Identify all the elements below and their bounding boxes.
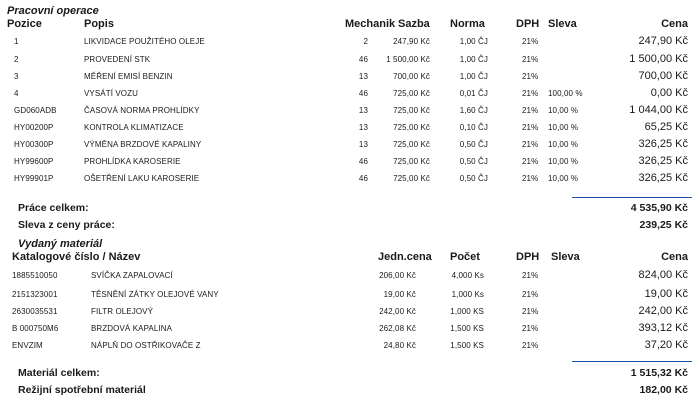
- mat-header-dph: DPH: [516, 251, 540, 263]
- ops-cell-popis: LIKVIDACE POUŽITÉHO OLEJE: [84, 37, 205, 46]
- ops-cell-pozice: HY99901P: [14, 174, 54, 183]
- ops-cell-sazba: 725,00 Kč: [393, 123, 430, 132]
- ops-cell-cena: 326,25 Kč: [638, 138, 688, 150]
- ops-cell-sazba: 725,00 Kč: [393, 174, 430, 183]
- ops-discount-value: 239,25 Kč: [639, 219, 688, 231]
- mat-cell-cena: 824,00 Kč: [638, 269, 688, 281]
- ops-cell-sazba: 1 500,00 Kč: [386, 55, 430, 64]
- ops-cell-pozice: 3: [14, 72, 19, 81]
- mat-header-pocet: Počet: [450, 251, 480, 263]
- ops-cell-mechanik: 13: [358, 140, 368, 149]
- mat-cell-cislo: B 000750M6: [12, 324, 59, 333]
- ops-cell-dph: 21%: [522, 123, 539, 132]
- mat-header-cena: Cena: [661, 251, 688, 263]
- ops-cell-pozice: 1: [14, 37, 19, 46]
- ops-cell-mechanik: 13: [358, 106, 368, 115]
- ops-cell-mechanik: 13: [358, 72, 368, 81]
- ops-cell-sleva: 100,00 %: [548, 89, 583, 98]
- ops-cell-popis: VYSÁTÍ VOZU: [84, 89, 138, 98]
- mat-cell-pocet: 1,000 Ks: [451, 290, 484, 299]
- ops-header-sazba: Sazba: [398, 18, 430, 30]
- mat-cell-nazev: BRZDOVÁ KAPALINA: [91, 324, 173, 333]
- ops-cell-dph: 21%: [522, 106, 539, 115]
- mat-section-title: Vydaný materiál: [18, 238, 103, 250]
- ops-cell-cena: 326,25 Kč: [638, 172, 688, 184]
- ops-cell-sazba: 725,00 Kč: [393, 140, 430, 149]
- mat-cell-pocet: 1,000 KS: [450, 307, 484, 316]
- mat-cell-cislo: 1885510050: [12, 271, 58, 280]
- ops-cell-norma: 0,50 ČJ: [459, 140, 488, 149]
- ops-cell-pozice: 2: [14, 55, 19, 64]
- ops-cell-sleva: 10,00 %: [548, 106, 579, 115]
- ops-cell-cena: 65,25 Kč: [644, 121, 688, 133]
- ops-cell-sleva: 10,00 %: [548, 140, 579, 149]
- ops-cell-sazba: 725,00 Kč: [393, 157, 430, 166]
- ops-cell-sazba: 247,90 Kč: [393, 37, 430, 46]
- mat-total-value: 1 515,32 Kč: [630, 367, 688, 379]
- ops-total-label: Práce celkem:: [18, 202, 89, 214]
- ops-cell-dph: 21%: [522, 72, 539, 81]
- ops-header-pozice: Pozice: [7, 18, 42, 30]
- mat-cell-jedn-cena: 24,80 Kč: [383, 341, 416, 350]
- mat-cell-dph: 21%: [522, 290, 539, 299]
- ops-cell-cena: 1 044,00 Kč: [629, 104, 688, 116]
- ops-cell-sazba: 725,00 Kč: [393, 89, 430, 98]
- ops-cell-cena: 326,25 Kč: [638, 155, 688, 167]
- ops-cell-sleva: 10,00 %: [548, 174, 579, 183]
- mat-cell-cislo: 2151323001: [12, 290, 58, 299]
- mat-cell-dph: 21%: [522, 324, 539, 333]
- ops-cell-cena: 0,00 Kč: [650, 87, 688, 99]
- ops-cell-popis: PROVEDENÍ STK: [84, 55, 151, 64]
- ops-cell-dph: 21%: [522, 37, 539, 46]
- ops-header-mechanik: Mechanik: [345, 18, 396, 30]
- mat-cell-nazev: SVÍČKA ZAPALOVACÍ: [91, 271, 173, 280]
- mat-consumable-value: 182,00 Kč: [639, 384, 688, 396]
- ops-discount-label: Sleva z ceny práce:: [18, 219, 115, 231]
- ops-cell-sazba: 725,00 Kč: [393, 106, 430, 115]
- ops-cell-popis: VÝMĚNA BRZDOVÉ KAPALINY: [84, 140, 202, 149]
- ops-cell-sleva: 10,00 %: [548, 123, 579, 132]
- ops-cell-dph: 21%: [522, 157, 539, 166]
- ops-section-title: Pracovní operace: [7, 5, 99, 17]
- ops-cell-sazba: 700,00 Kč: [393, 72, 430, 81]
- ops-cell-pozice: HY00300P: [14, 140, 54, 149]
- ops-cell-cena: 700,00 Kč: [638, 70, 688, 82]
- mat-cell-dph: 21%: [522, 307, 539, 316]
- ops-total-value: 4 535,90 Kč: [630, 202, 688, 214]
- ops-cell-dph: 21%: [522, 89, 539, 98]
- mat-total-divider: [572, 361, 692, 362]
- mat-cell-jedn-cena: 19,00 Kč: [383, 290, 416, 299]
- mat-cell-nazev: TĚSNĚNÍ ZÁTKY OLEJOVÉ VANY: [91, 290, 219, 299]
- ops-cell-norma: 0,50 ČJ: [459, 157, 488, 166]
- mat-cell-jedn-cena: 242,00 Kč: [379, 307, 416, 316]
- mat-cell-cena: 37,20 Kč: [644, 339, 688, 351]
- ops-cell-mechanik: 46: [358, 55, 368, 64]
- ops-cell-norma: 0,01 ČJ: [459, 89, 488, 98]
- ops-cell-cena: 1 500,00 Kč: [629, 53, 688, 65]
- ops-header-popis: Popis: [84, 18, 114, 30]
- mat-header-katalog: Katalogové číslo / Název: [12, 251, 141, 263]
- mat-header-sleva: Sleva: [551, 251, 580, 263]
- ops-cell-norma: 0,10 ČJ: [459, 123, 488, 132]
- ops-header-norma: Norma: [450, 18, 485, 30]
- mat-header-jedn-cena: Jedn.cena: [378, 251, 432, 263]
- ops-cell-norma: 1,00 ČJ: [459, 55, 488, 64]
- mat-cell-nazev: NÁPLŇ DO OSTŘIKOVAČE Z: [91, 341, 201, 350]
- ops-cell-mechanik: 46: [358, 89, 368, 98]
- mat-cell-cislo: ENVZIM: [12, 341, 43, 350]
- ops-cell-cena: 247,90 Kč: [638, 35, 688, 47]
- ops-cell-pozice: HY99600P: [14, 157, 54, 166]
- ops-cell-mechanik: 46: [358, 174, 368, 183]
- ops-cell-popis: ČASOVÁ NORMA PROHLÍDKY: [84, 106, 200, 115]
- mat-total-label: Materiál celkem:: [18, 367, 100, 379]
- ops-cell-dph: 21%: [522, 140, 539, 149]
- ops-cell-sleva: 10,00 %: [548, 157, 579, 166]
- ops-cell-pozice: 4: [14, 89, 19, 98]
- ops-cell-norma: 1,00 ČJ: [459, 72, 488, 81]
- mat-cell-dph: 21%: [522, 341, 539, 350]
- ops-cell-popis: PROHLÍDKA KAROSERIE: [84, 157, 181, 166]
- mat-cell-nazev: FILTR OLEJOVÝ: [91, 307, 154, 316]
- ops-cell-norma: 1,60 ČJ: [459, 106, 488, 115]
- ops-cell-popis: MĚŘENÍ EMISÍ BENZIN: [84, 72, 173, 81]
- ops-header-dph: DPH: [516, 18, 540, 30]
- ops-header-sleva: Sleva: [548, 18, 577, 30]
- ops-cell-pozice: GD060ADB: [14, 106, 57, 115]
- mat-cell-pocet: 4,000 Ks: [451, 271, 484, 280]
- mat-cell-jedn-cena: 262,08 Kč: [379, 324, 416, 333]
- ops-cell-dph: 21%: [522, 55, 539, 64]
- mat-cell-cislo: 2630035531: [12, 307, 58, 316]
- mat-consumable-label: Režijní spotřební materiál: [18, 384, 146, 396]
- ops-cell-pozice: HY00200P: [14, 123, 54, 132]
- ops-cell-popis: KONTROLA KLIMATIZACE: [84, 123, 184, 132]
- ops-cell-mechanik: 13: [358, 123, 368, 132]
- mat-cell-pocet: 1,500 KS: [450, 324, 484, 333]
- ops-header-cena: Cena: [661, 18, 688, 30]
- ops-total-divider: [572, 197, 692, 198]
- ops-cell-popis: OŠETŘENÍ LAKU KAROSERIE: [84, 174, 200, 183]
- mat-cell-cena: 393,12 Kč: [638, 322, 688, 334]
- ops-cell-mechanik: 2: [363, 37, 368, 46]
- ops-cell-dph: 21%: [522, 174, 539, 183]
- mat-cell-cena: 19,00 Kč: [644, 288, 688, 300]
- mat-cell-pocet: 1,500 KS: [450, 341, 484, 350]
- mat-cell-jedn-cena: 206,00 Kč: [379, 271, 416, 280]
- ops-cell-mechanik: 46: [358, 157, 368, 166]
- mat-cell-dph: 21%: [522, 271, 539, 280]
- ops-cell-norma: 0,50 ČJ: [459, 174, 488, 183]
- ops-cell-norma: 1,00 ČJ: [459, 37, 488, 46]
- mat-cell-cena: 242,00 Kč: [638, 305, 688, 317]
